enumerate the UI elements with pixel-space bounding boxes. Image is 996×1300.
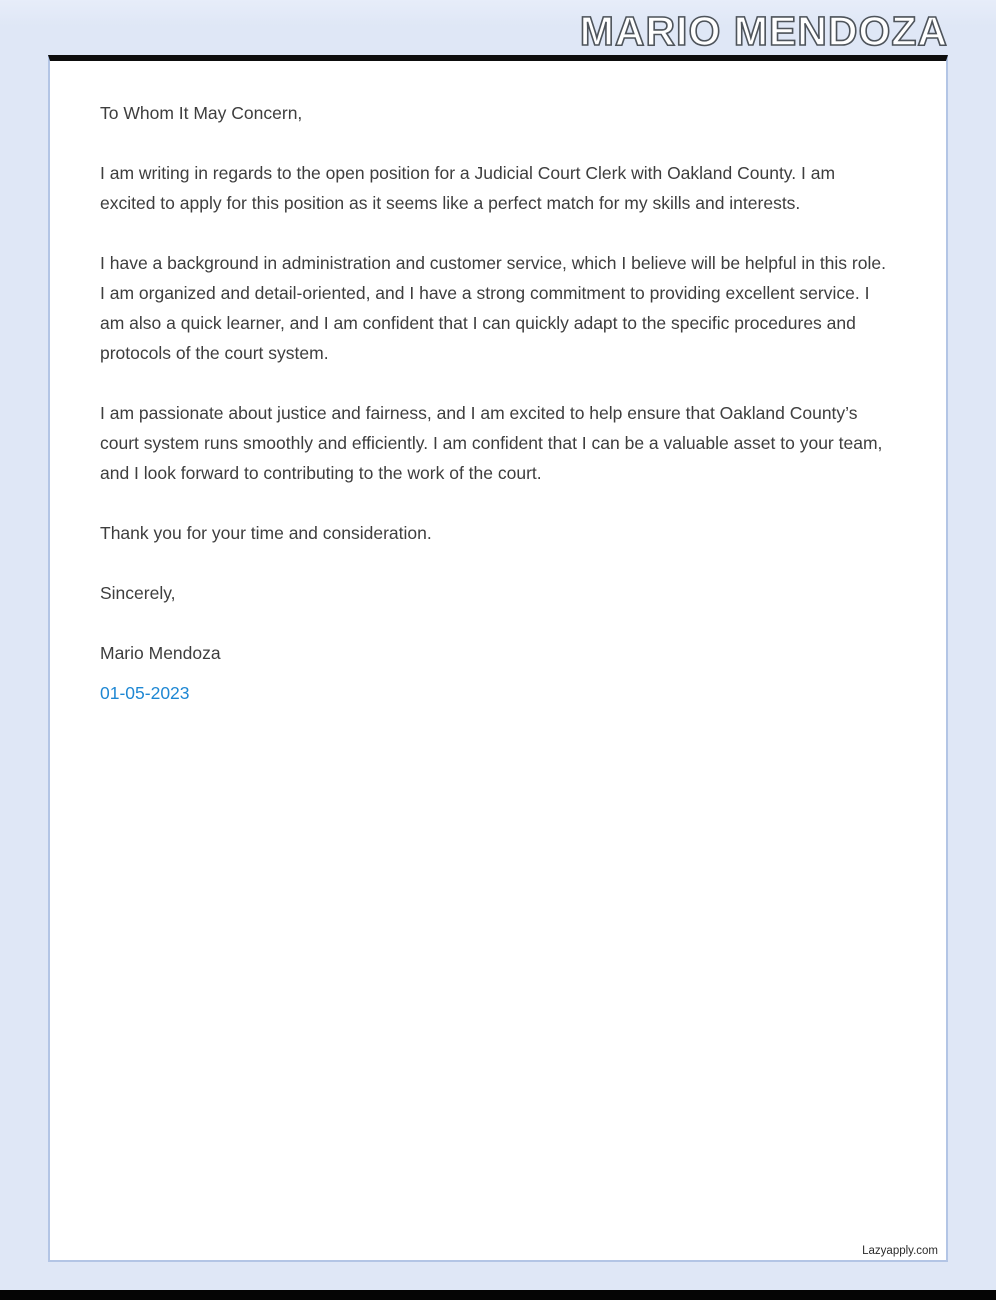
paragraph-background: I have a background in administration and customer service, which I believe will be helpful in this role. I am organized and detail-oriented, and I have a strong commitment to providing excellent service. I am also a quick learner, and I am confident that I can quickly adapt to the specific procedures and protocols of the court system.	[100, 253, 886, 363]
bottom-black-bar	[0, 1290, 996, 1300]
closing-line: Sincerely,	[100, 583, 176, 603]
letterhead-name: MARIO MENDOZA	[579, 8, 948, 54]
date-link[interactable]: 01-05-2023	[100, 683, 190, 703]
letter-body	[50, 61, 946, 708]
salutation: To Whom It May Concern,	[100, 103, 303, 123]
signature-name: Mario Mendoza	[100, 643, 221, 663]
date-line	[100, 678, 890, 708]
paragraph-motivation: I am passionate about justice and fairness, and I am excited to help ensure that Oakland County’s court system runs smoothly and efficiently. I am confident that I can be a valuable asset to your team, and I look forward to contributing to the work of the court.	[100, 403, 883, 483]
paragraph-intro: I am writing in regards to the open position for a Judicial Court Clerk with Oakland County. I am excited to apply for this position as it seems like a perfect match for my skills and interests.	[100, 163, 836, 213]
thanks-line: Thank you for your time and consideration.	[100, 523, 432, 543]
lazyapply-credit-link[interactable]: Lazyapply.com	[862, 1245, 938, 1257]
letter-page	[48, 55, 948, 1262]
